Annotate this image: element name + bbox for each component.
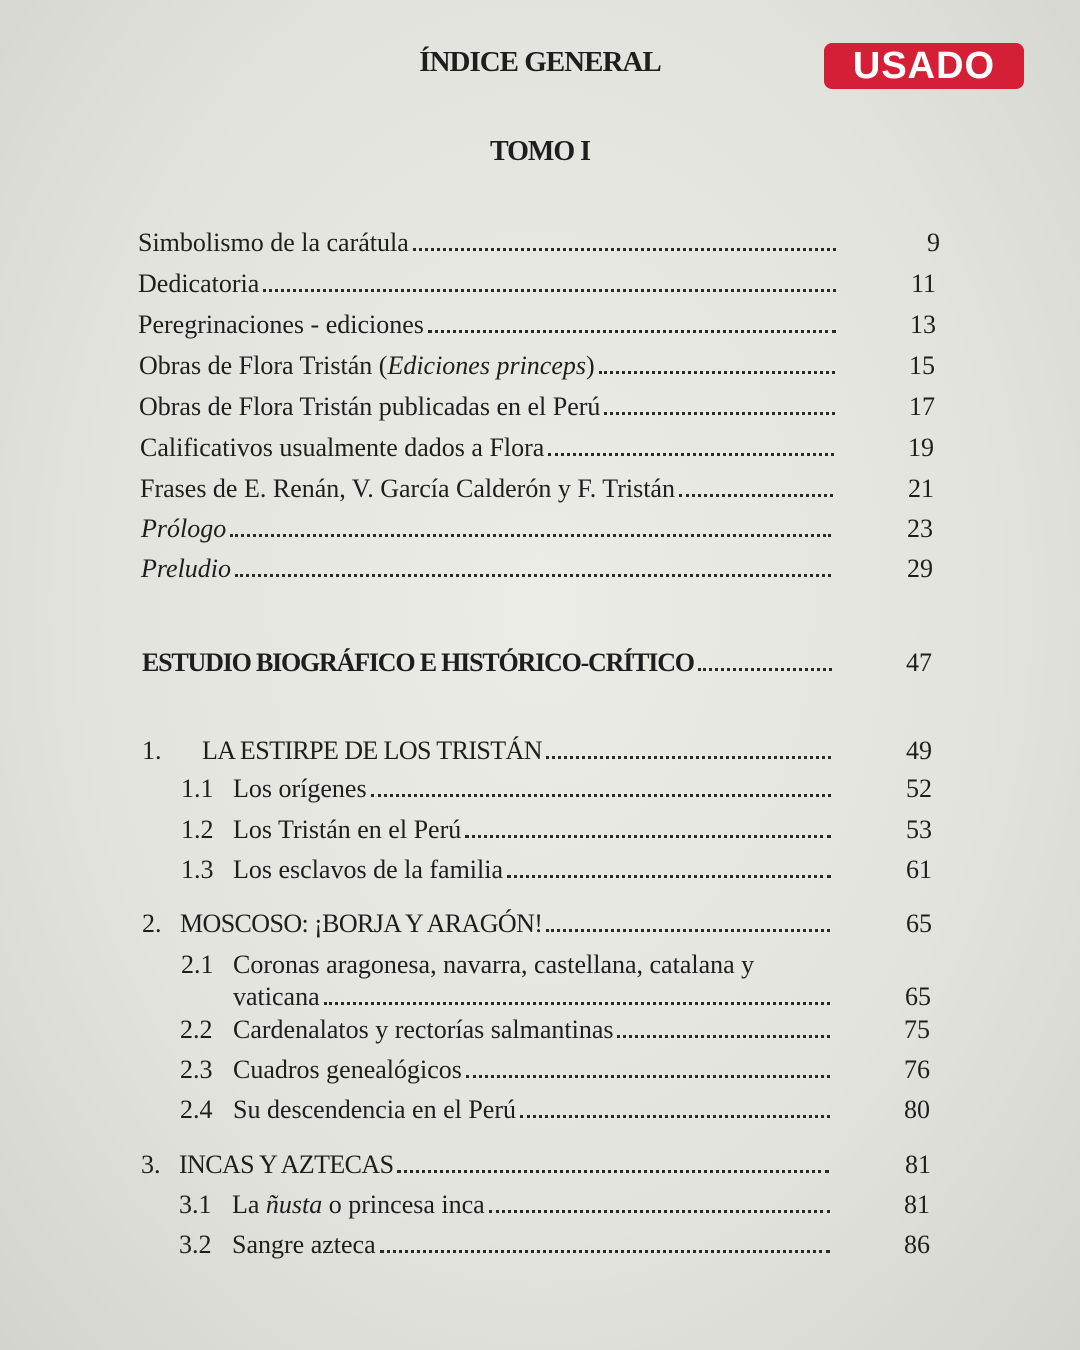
entry-title: LA ESTIRPE DE LOS TRISTÁN bbox=[202, 736, 542, 765]
entry-page: 49 bbox=[906, 736, 932, 765]
section-number: 3.2 bbox=[179, 1230, 212, 1259]
entry-page: 81 bbox=[905, 1150, 931, 1179]
leader-dots bbox=[507, 875, 831, 878]
leader-dots bbox=[489, 1210, 830, 1213]
leader-dots bbox=[466, 1075, 830, 1078]
toc-subentry bbox=[179, 1188, 942, 1222]
entry-title: Calificativos usualmente dados a Flora bbox=[140, 433, 545, 462]
leader-dots bbox=[546, 929, 830, 932]
index-title: ÍNDICE GENERAL bbox=[419, 46, 661, 78]
section-number: 1.2 bbox=[181, 815, 214, 844]
section-number: 2.4 bbox=[180, 1095, 213, 1124]
entry-title: Simbolismo de la carátula bbox=[138, 228, 409, 257]
leader-dots bbox=[548, 453, 834, 456]
toc-entry bbox=[138, 267, 940, 301]
entry-title: Prólogo bbox=[141, 514, 227, 543]
toc-entry bbox=[139, 349, 941, 383]
leader-dots bbox=[397, 1170, 829, 1173]
leader-dots bbox=[520, 1115, 830, 1118]
entry-title: Obras de Flora Tristán publicadas en el Perú bbox=[139, 392, 601, 421]
entry-title-text: o princesa inca bbox=[322, 1190, 485, 1219]
leader-dots bbox=[428, 330, 836, 333]
entry-title: Su descendencia en el Perú bbox=[233, 1095, 517, 1124]
toc-subentry bbox=[181, 772, 944, 806]
entry-page: 76 bbox=[904, 1055, 930, 1084]
entry-title: Cuadros genealógicos bbox=[233, 1055, 462, 1084]
toc-entry bbox=[141, 552, 943, 586]
entry-page: 75 bbox=[904, 1015, 930, 1044]
entry-page: 21 bbox=[908, 474, 934, 503]
entry-title: Preludio bbox=[141, 554, 232, 583]
entry-page: 80 bbox=[904, 1095, 930, 1124]
leader-dots bbox=[263, 289, 836, 292]
used-badge: USADO bbox=[824, 43, 1024, 89]
toc-entry bbox=[138, 226, 940, 260]
entry-title bbox=[232, 1188, 489, 1222]
toc-entry bbox=[138, 308, 940, 342]
entry-title-text: La bbox=[232, 1190, 266, 1219]
leader-dots bbox=[698, 668, 832, 671]
entry-title: Los esclavos de la familia bbox=[233, 855, 504, 884]
entry-page: 11 bbox=[910, 269, 936, 298]
toc-subentry bbox=[180, 1093, 943, 1127]
leader-dots bbox=[413, 248, 836, 251]
toc-entry bbox=[140, 431, 942, 465]
toc-chapter bbox=[142, 734, 944, 768]
section-number: 2.1 bbox=[181, 950, 214, 979]
entry-title: Sangre azteca bbox=[232, 1230, 376, 1259]
section-number: 1.3 bbox=[181, 855, 214, 884]
entry-title-text: ) bbox=[586, 351, 595, 380]
leader-dots bbox=[371, 794, 831, 797]
entry-title: Cardenalatos y rectorías salmantinas bbox=[233, 1015, 614, 1044]
leader-dots bbox=[617, 1035, 830, 1038]
leader-dots bbox=[546, 756, 831, 759]
entry-page: 86 bbox=[904, 1230, 930, 1259]
leader-dots bbox=[380, 1250, 830, 1253]
toc-subentry bbox=[179, 1228, 942, 1262]
entry-title: Frases de E. Renán, V. García Calderón y F. Tristán bbox=[140, 474, 675, 503]
toc-subentry bbox=[180, 1013, 943, 1047]
toc-subentry bbox=[181, 853, 944, 887]
entry-title: ESTUDIO BIOGRÁFICO E HISTÓRICO-CRÍTICO bbox=[142, 648, 694, 677]
entry-title: MOSCOSO: ¡BORJA Y ARAGÓN! bbox=[180, 909, 543, 938]
section-number: 2.2 bbox=[180, 1015, 213, 1044]
leader-dots bbox=[465, 835, 831, 838]
toc-entry bbox=[139, 390, 941, 424]
toc-subentry bbox=[181, 813, 944, 847]
entry-title: INCAS Y AZTECAS bbox=[179, 1150, 394, 1179]
leader-dots bbox=[324, 1002, 830, 1005]
leader-dots bbox=[679, 494, 833, 497]
leader-dots bbox=[604, 412, 835, 415]
entry-page: 13 bbox=[910, 310, 936, 339]
toc-subentry bbox=[180, 1053, 943, 1087]
chapter-number: 2. bbox=[142, 909, 162, 938]
entry-page: 65 bbox=[905, 982, 931, 1011]
entry-page: 17 bbox=[909, 392, 935, 421]
entry-page: 81 bbox=[904, 1190, 930, 1219]
entry-page: 29 bbox=[907, 554, 933, 583]
entry-title-text: Obras de Flora Tristán ( bbox=[139, 351, 388, 380]
entry-page: 65 bbox=[906, 909, 932, 938]
entry-page: 15 bbox=[909, 351, 935, 380]
entry-page: 23 bbox=[907, 514, 933, 543]
entry-title: Los orígenes bbox=[233, 774, 367, 803]
toc-subentry bbox=[181, 948, 944, 982]
entry-page: 19 bbox=[908, 433, 934, 462]
toc-entry bbox=[140, 472, 942, 506]
entry-page: 47 bbox=[906, 648, 932, 677]
entry-page: 52 bbox=[906, 774, 932, 803]
entry-page: 61 bbox=[906, 855, 932, 884]
entry-title bbox=[139, 349, 599, 383]
chapter-number: 3. bbox=[141, 1150, 161, 1179]
section-number: 2.3 bbox=[180, 1055, 213, 1084]
leader-dots bbox=[230, 534, 831, 537]
entry-title-italic: Ediciones princeps bbox=[387, 351, 587, 380]
toc-section-heading bbox=[142, 646, 944, 680]
entry-page: 53 bbox=[906, 815, 932, 844]
entry-title: Dedicatoria bbox=[138, 269, 260, 298]
entry-title: Peregrinaciones - ediciones bbox=[138, 310, 424, 339]
toc-chapter bbox=[141, 1148, 943, 1182]
entry-title: Los Tristán en el Perú bbox=[233, 815, 462, 844]
section-number: 3.1 bbox=[179, 1190, 212, 1219]
leader-dots bbox=[235, 574, 831, 577]
chapter-number: 1. bbox=[142, 736, 162, 765]
toc-chapter bbox=[142, 907, 944, 941]
leader-dots bbox=[599, 371, 835, 374]
volume-title: TOMO I bbox=[489, 136, 591, 167]
section-number: 1.1 bbox=[181, 774, 214, 803]
entry-title: vaticana bbox=[233, 982, 320, 1011]
entry-title-italic: ñusta bbox=[265, 1190, 323, 1219]
toc-subentry-continuation bbox=[181, 980, 944, 1014]
entry-title: Coronas aragonesa, navarra, castellana, catalana y bbox=[233, 950, 755, 979]
entry-page: 9 bbox=[927, 228, 940, 257]
toc-entry bbox=[141, 512, 943, 546]
